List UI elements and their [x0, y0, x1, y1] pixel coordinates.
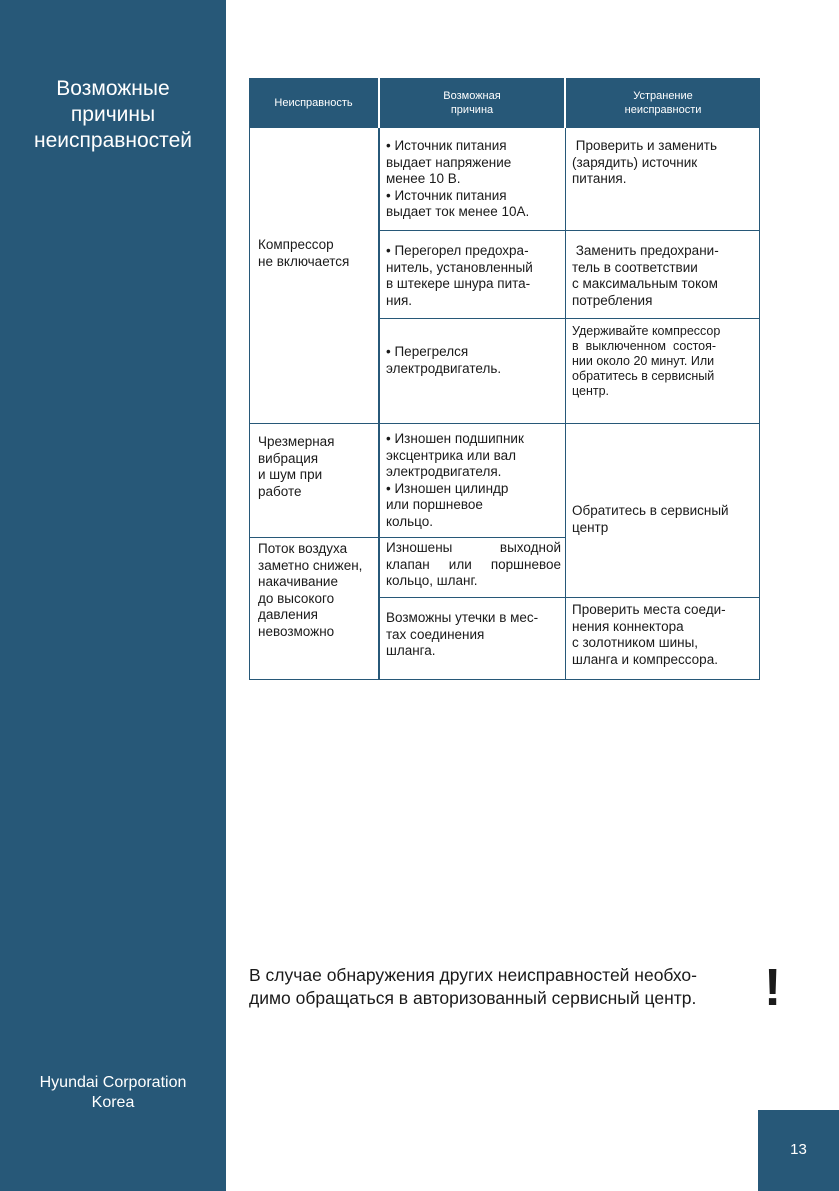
cause-cell: • Перегорел предохра- нитель, установленный в штекере шнура пита- ния.	[386, 243, 533, 308]
company-name: Hyundai Corporation Korea	[39, 1074, 187, 1111]
sidebar	[0, 0, 226, 1191]
header-fault: Неисправность	[249, 78, 378, 128]
row-line	[380, 318, 760, 319]
header-remedy: Устранение неисправности	[566, 78, 760, 128]
cause-cell: • Изношен подшипник эксцентрика или вал электродвигателя. • Изношен цилиндр или поршневое кольцо.	[386, 431, 524, 529]
page-number-box	[758, 1110, 839, 1191]
page-number: 13	[790, 1141, 807, 1158]
remedy-cell: Обратитесь в сервисный центр	[572, 503, 729, 535]
row-line	[249, 423, 760, 424]
header-cause: Возможная причина	[380, 78, 564, 128]
warning-exclamation-icon: !	[764, 959, 782, 1017]
cause-cell: • Источник питания выдает напряжение менее 10 В. • Источник питания выдает ток менее 10А.	[386, 138, 530, 219]
row-line	[380, 597, 760, 598]
fault-cell: Компрессор не включается	[258, 237, 350, 269]
fault-cell: Поток воздуха заметно снижен, накачивание до высокого давления невозможно	[258, 541, 363, 639]
remedy-cell: Проверить места соеди- нения коннектора с золотником шины, шланга и компрессора.	[572, 602, 726, 667]
cause-cell: • Перегрелся электродвигатель.	[386, 344, 502, 376]
border-left	[249, 128, 250, 680]
fault-cell: Чрезмерная вибрация и шум при работе	[258, 434, 335, 499]
remedy-cell: Заменить предохрани- тель в соответствии с максимальным током потребления	[572, 243, 719, 308]
border-bottom	[249, 679, 760, 680]
cause-cell: Изношены выходной клапан или поршневое кольцо, шланг.	[386, 540, 561, 588]
troubleshooting-table	[249, 78, 760, 680]
remedy-cell: Удерживайте компрессор в выключенном состоя- нии около 20 минут. Или обратитесь в сервисный центр.	[572, 324, 721, 398]
row-line	[380, 230, 760, 231]
page-title: Возможные причины неисправностей	[34, 77, 192, 152]
service-note: В случае обнаружения других неисправностей необхо- димо обращаться в авторизованный сервисный центр.	[249, 965, 697, 1008]
remedy-cell: Проверить и заменить (зарядить) источник питания.	[572, 138, 718, 186]
cause-cell: Возможны утечки в мес- тах соединения шланга.	[386, 610, 539, 658]
